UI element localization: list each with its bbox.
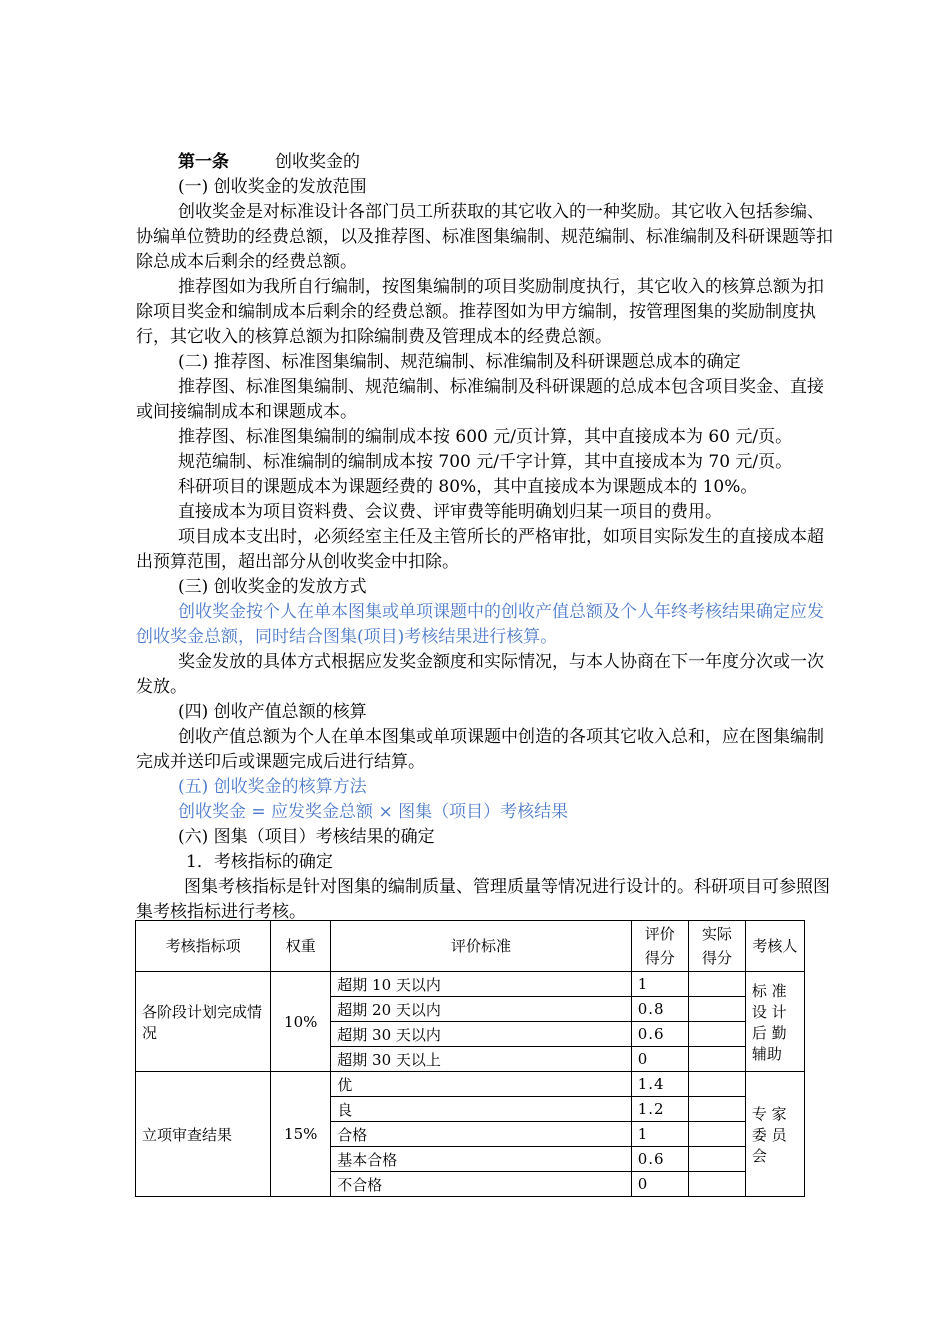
score-cell: 0.6 — [631, 1022, 688, 1047]
actual-score-cell[interactable] — [688, 1172, 745, 1197]
criteria-cell: 不合格 — [331, 1172, 631, 1197]
group-assessor-review: 专 家 委 员 会 — [745, 1072, 804, 1197]
section-heading-2: (二) 推荐图、标准图集编制、规范编制、标准编制及科研课题总成本的确定 — [178, 352, 741, 372]
group-weight-schedule: 10% — [271, 972, 331, 1072]
table-header-row — [136, 921, 805, 972]
assessment-table — [135, 920, 805, 1197]
article-heading — [178, 150, 360, 175]
paragraph-cost-approval: 项目成本支出时，必须经室主任及主管所长的严格审批，如项目实际发生的直接成本超出预算范围，超出部分从创收奖金中扣除。 — [136, 527, 824, 572]
criteria-cell: 超期 30 天以内 — [331, 1022, 631, 1047]
actual-score-cell[interactable] — [688, 997, 745, 1022]
section-heading-1: (一) 创收奖金的发放范围 — [178, 177, 367, 197]
paragraph-distribution-method: 创收奖金按个人在单本图集或单项课题中的创收产值总额及个人年终考核结果确定应发创收奖金总额，同时结合图集(项目)考核结果进行核算。 — [136, 602, 824, 647]
paragraph-total-cost: 推荐图、标准图集编制、规范编制、标准编制及科研课题的总成本包含项目奖金、直接或间接编制成本和课题成本。 — [136, 377, 824, 422]
paragraph-research-cost: 科研项目的课题成本为课题经费的 80%，其中直接成本为课题成本的 10%。 — [178, 477, 758, 497]
criteria-cell: 优 — [331, 1072, 631, 1097]
actual-score-cell[interactable] — [688, 1122, 745, 1147]
paragraph-income-scope: 创收奖金是对标准设计各部门员工所获取的其它收入的一种奖励。其它收入包括参编、协编单位赞助的经费总额，以及推荐图、标准图集编制、规范编制、标准编制及科研课题等扣除总成本后剩余的经费总额。 — [136, 202, 833, 272]
paragraph-payment-method: 奖金发放的具体方式根据应发奖金额度和实际情况，与本人协商在下一年度分次或一次发放。 — [136, 652, 824, 697]
paragraph-direct-cost: 直接成本为项目资料费、会议费、评审费等能明确划归某一项目的费用。 — [178, 502, 722, 522]
actual-score-cell[interactable] — [688, 1147, 745, 1172]
actual-score-cell[interactable] — [688, 1097, 745, 1122]
actual-score-cell[interactable] — [688, 972, 745, 997]
group-item-schedule: 各阶段计划完成情况 — [136, 972, 271, 1072]
table-row — [136, 972, 805, 997]
paragraph-indicator-design: 图集考核指标是针对图集的编制质量、管理质量等情况进行设计的。科研项目可参照图集考核指标进行考核。 — [136, 877, 830, 922]
section-heading-3: (三) 创收奖金的发放方式 — [178, 577, 367, 597]
subsection-heading-indicators: 1．考核指标的确定 — [186, 852, 333, 872]
score-cell: 1 — [631, 972, 688, 997]
paragraph-standard-cost: 规范编制、标准编制的编制成本按 700 元/千字计算，其中直接成本为 70 元/页。 — [178, 452, 793, 472]
score-cell: 1 — [631, 1122, 688, 1147]
criteria-cell: 超期 20 天以内 — [331, 997, 631, 1022]
actual-score-cell[interactable] — [688, 1022, 745, 1047]
header-item: 考核指标项 — [136, 921, 271, 972]
section-heading-5: (五) 创收奖金的核算方法 — [178, 777, 367, 797]
header-assessor: 考核人 — [745, 921, 804, 972]
criteria-cell: 合格 — [331, 1122, 631, 1147]
header-criteria: 评价标准 — [331, 921, 631, 972]
article-label: 第一条 — [178, 152, 229, 172]
score-cell: 1.4 — [631, 1072, 688, 1097]
actual-score-cell[interactable] — [688, 1047, 745, 1072]
score-cell: 0.8 — [631, 997, 688, 1022]
article-title: 创收奖金的 — [275, 152, 360, 172]
section-heading-4: (四) 创收产值总额的核算 — [178, 702, 367, 722]
criteria-cell: 良 — [331, 1097, 631, 1122]
criteria-cell: 超期 10 天以内 — [331, 972, 631, 997]
group-assessor-schedule: 标 准 设 计 后 勤 辅助 — [745, 972, 804, 1072]
criteria-cell: 基本合格 — [331, 1147, 631, 1172]
score-cell: 0 — [631, 1172, 688, 1197]
group-weight-review: 15% — [271, 1072, 331, 1197]
score-cell: 0.6 — [631, 1147, 688, 1172]
paragraph-recommended-drawings: 推荐图如为我所自行编制，按图集编制的项目奖励制度执行，其它收入的核算总额为扣除项目奖金和编制成本后剩余的经费总额。推荐图如为甲方编制，按管理图集的奖励制度执行，其它收入的核算总额为扣除编制费及管理成本的经费总额。 — [136, 277, 824, 347]
table-row — [136, 1072, 805, 1097]
bonus-formula: 创收奖金 = 应发奖金总额 × 图集（项目）考核结果 — [178, 802, 569, 822]
criteria-cell: 超期 30 天以上 — [331, 1047, 631, 1072]
group-item-review: 立项审查结果 — [136, 1072, 271, 1197]
header-weight: 权重 — [271, 921, 331, 972]
section-heading-6: (六) 图集（项目）考核结果的确定 — [178, 827, 435, 847]
actual-score-cell[interactable] — [688, 1072, 745, 1097]
score-cell: 1.2 — [631, 1097, 688, 1122]
paragraph-output-value: 创收产值总额为个人在单本图集或单项课题中创造的各项其它收入总和，应在图集编制完成并送印后或课题完成后进行结算。 — [136, 727, 824, 772]
header-score: 评价得分 — [631, 921, 688, 972]
score-cell: 0 — [631, 1047, 688, 1072]
header-actual: 实际得分 — [688, 921, 745, 972]
paragraph-drawing-cost: 推荐图、标准图集编制的编制成本按 600 元/页计算，其中直接成本为 60 元/页。 — [178, 427, 793, 447]
